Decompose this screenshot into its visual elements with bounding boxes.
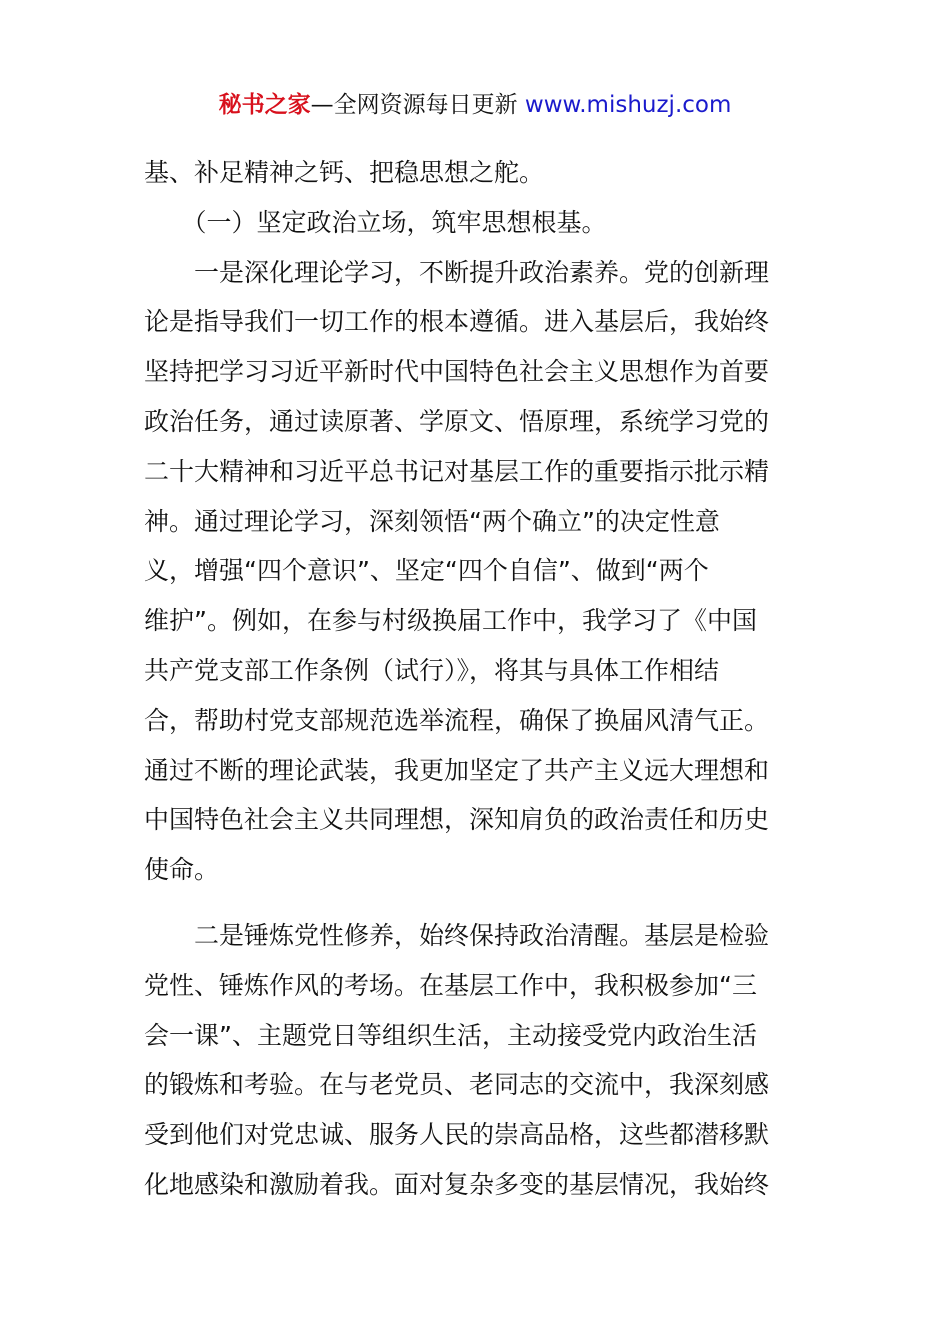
text-line: 维护”。例如，在参与村级换届工作中，我学习了《中国 <box>144 606 757 636</box>
header-tagline: —全网资源每日更新 <box>310 92 525 118</box>
text-line: 基、补足精神之钙、把稳思想之舵。 <box>144 158 545 187</box>
text-line: 二是锤炼党性修养，始终保持政治清醒。基层是检验 <box>144 920 770 950</box>
text-line: 会一课”、主题党日等组织生活，主动接受党内政治生活 <box>144 1020 757 1050</box>
text-line: 坚持把学习习近平新时代中国特色社会主义思想作为首要 <box>144 357 770 387</box>
text-line: 化地感染和激励着我。面对复杂多变的基层情况，我始终 <box>144 1169 770 1199</box>
text-line: 义，增强“四个意识”、坚定“四个自信”、做到“两个 <box>144 556 709 586</box>
text-line: 政治任务，通过读原著、学原文、悟原理，系统学习党的 <box>144 406 770 436</box>
text-line: 党性、锤炼作风的考场。在基层工作中，我积极参加“三 <box>144 970 757 1000</box>
text-line: 神。通过理论学习，深刻领悟“两个确立”的决定性意 <box>144 506 720 536</box>
text-line: 的锻炼和考验。在与老党员、老同志的交流中，我深刻感 <box>144 1070 770 1100</box>
text-line: 合，帮助村党支部规范选举流程，确保了换届风清气正。 <box>144 705 770 735</box>
paragraph-spacer <box>144 895 808 911</box>
site-header <box>0 88 950 122</box>
text-line: 论是指导我们一切工作的根本遵循。进入基层后，我始终 <box>144 307 770 337</box>
text-line: 中国特色社会主义共同理想，深知肩负的政治责任和历史 <box>144 805 770 835</box>
text-line: 通过不断的理论武装，我更加坚定了共产主义远大理想和 <box>144 755 770 785</box>
text-line: 一是深化理论学习，不断提升政治素养。党的创新理 <box>144 257 770 287</box>
text-line: 受到他们对党忠诚、服务人民的崇高品格，这些都潜移默 <box>144 1120 770 1150</box>
brand-name: 秘书之家 <box>218 92 311 118</box>
section-heading: （一）坚定政治立场，筑牢思想根基。 <box>144 207 607 237</box>
text-line: 二十大精神和习近平总书记对基层工作的重要指示批示精 <box>144 456 770 486</box>
text-line: 使命。 <box>144 855 220 885</box>
document-body <box>144 148 808 1210</box>
site-url-link[interactable]: www.mishuzj.com <box>524 92 732 118</box>
text-line: 共产党支部工作条例（试行）》，将其与具体工作相结 <box>144 655 720 685</box>
